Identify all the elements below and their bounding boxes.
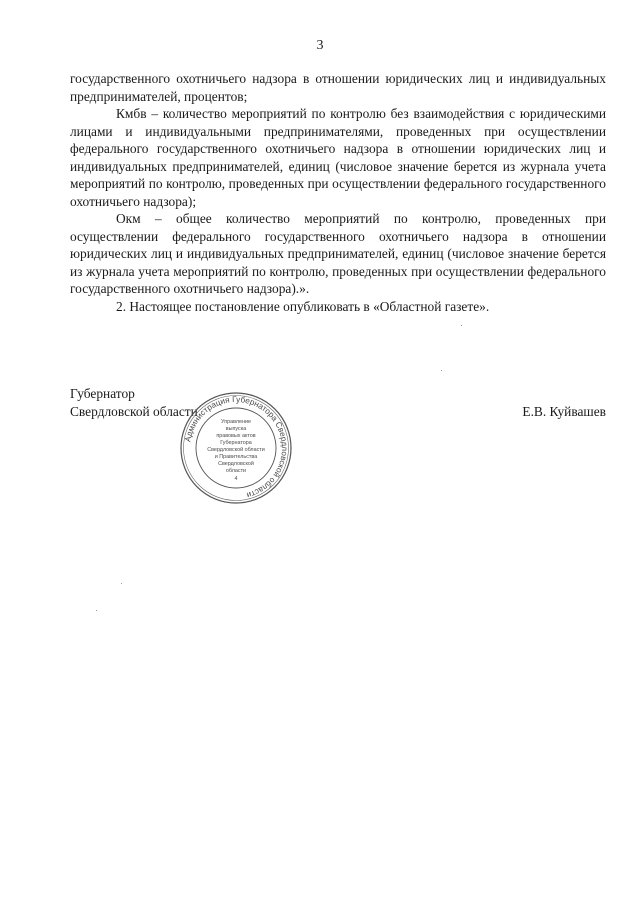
signature-title-line1: Губернатор — [70, 386, 135, 401]
stamp-center-line-5: Свердловской области — [207, 447, 265, 453]
paragraph-1: государственного охотничьего надзора в отношении юридических лиц и индивидуальных предпринимателей, процентов; — [70, 71, 606, 104]
stamp-center-line-2: выпуска — [225, 426, 247, 432]
paragraph-publish: 2. Настоящее постановление опубликовать в «Областной газете». — [116, 298, 490, 314]
page-number: 3 — [316, 38, 324, 53]
stamp-center-line-7: Свердловской — [218, 461, 254, 467]
scan-speck — [121, 583, 122, 584]
stamp-center-line-3: правовых актов — [216, 433, 256, 439]
paragraph-okm: Окм – общее количество мероприятий по контролю, проведенных при осуществлении федерального государственного охотничьего надзора в отношении юридических лиц и индивидуальных предпринимателей, единиц (числовое значение берется из журнала учета мероприятий по контролю, проведенных при осуществлении федерального государственного охотничьего надзора).». — [70, 211, 606, 296]
stamp-ring-text: Администрация Губернатора Свердловской области — [183, 394, 290, 500]
paragraph-kmbv: Кмбв – количество мероприятий по контролю без взаимодействия с юридическими лицами и индивидуальными предпринимателями, проведенных при осуществлении федерального государственного охотничьего надзора в отношении юридических лиц и индивидуальных предпринимателей, единиц (числовое значение берется из журнала учета мероприятий по контролю, проведенных при осуществлении федерального государственного охотничьего надзора); — [70, 106, 606, 209]
stamp-center-line-4: Губернатора — [220, 440, 252, 446]
stamp-number: 4 — [234, 476, 238, 482]
stamp-center-line-8: области — [225, 468, 247, 474]
scan-speck — [461, 325, 462, 326]
scan-speck — [96, 610, 97, 611]
stamp-center-line-6: и Правительства — [214, 454, 258, 460]
signature-name: Е.В. Куйвашев — [522, 404, 606, 419]
signature-title-line2: Свердловской области — [70, 403, 198, 419]
official-seal-stamp — [178, 390, 294, 506]
stamp-center-line-1: Управление — [221, 419, 251, 425]
scan-speck — [441, 370, 442, 371]
document-body — [70, 70, 606, 315]
